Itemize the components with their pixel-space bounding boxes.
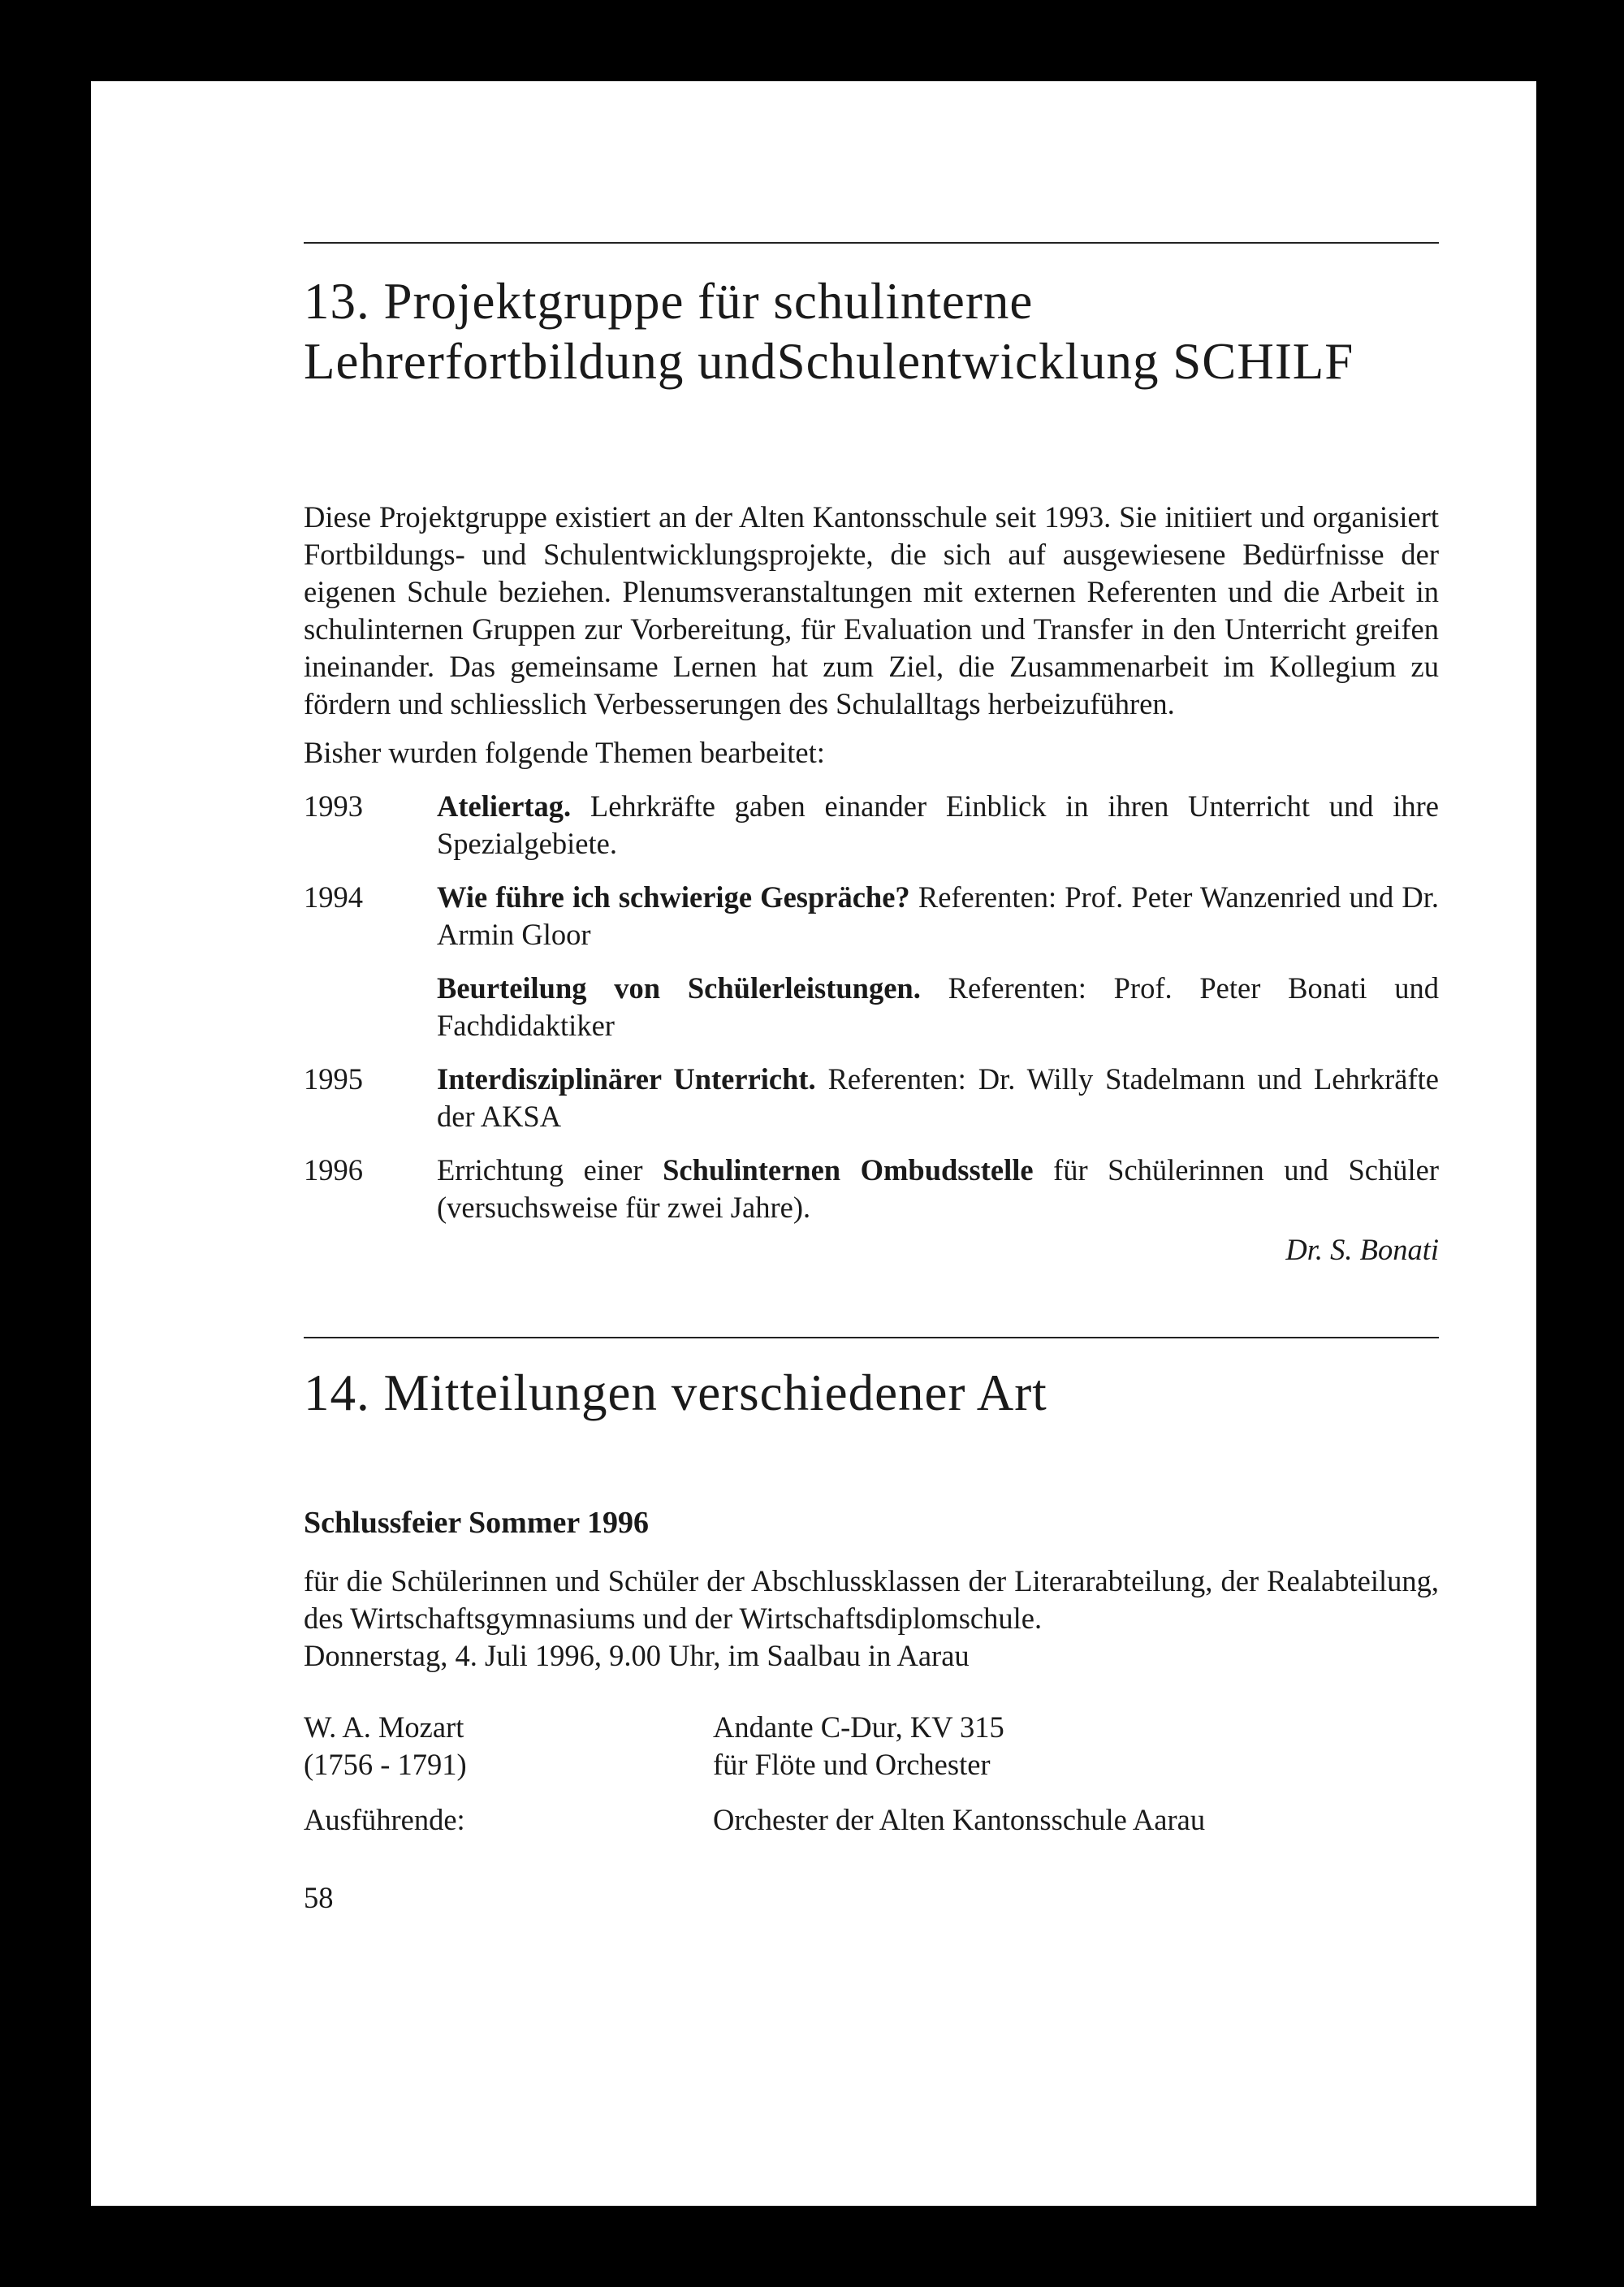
section-14-title: 14. Mitteilungen verschiedener Art — [304, 1364, 1047, 1421]
entry-1996 — [304, 1152, 1439, 1226]
entry-rest: für Schülerinnen und Schüler (versuchsweise für zwei Jahre). — [437, 1153, 1439, 1224]
program-composer-dates: (1756 - 1791) — [304, 1748, 467, 1781]
entry-bold: Schulinternen Ombudsstelle — [663, 1153, 1034, 1187]
entry-1995 — [304, 1061, 1439, 1135]
entry-1994b — [304, 970, 1439, 1044]
entry-year: 1993 — [304, 789, 363, 823]
entry-year: 1996 — [304, 1153, 363, 1187]
entry-text — [437, 788, 1439, 862]
document-page — [91, 81, 1536, 2206]
program-row-performers — [304, 1801, 1439, 1839]
entry-text — [437, 1061, 1439, 1135]
entry-rest: Referenten: Prof. Peter Bonati und Fachdidaktiker — [437, 971, 1440, 1042]
section-13-list-intro: Bisher wurden folgende Themen bearbeitet: — [304, 736, 825, 769]
entry-bold: Interdisziplinärer Unterricht. — [437, 1062, 816, 1096]
section-14-date: Donnerstag, 4. Juli 1996, 9.00 Uhr, im Saalbau in Aarau — [304, 1639, 970, 1672]
entry-year: 1994 — [304, 880, 363, 914]
entry-bold: Ateliertag. — [437, 789, 572, 823]
signature: Dr. S. Bonati — [1285, 1233, 1439, 1266]
section-13-title — [304, 271, 1439, 391]
entry-year — [304, 970, 437, 1044]
entry-1993 — [304, 788, 1439, 862]
page-number: 58 — [304, 1881, 334, 1914]
section-14-subhead: Schlussfeier Sommer 1996 — [304, 1506, 650, 1540]
entry-pre: Errichtung einer — [437, 1153, 663, 1187]
entry-text — [437, 1152, 1439, 1226]
program-row — [304, 1709, 1439, 1746]
page-content — [304, 242, 1439, 1917]
entry-text — [437, 970, 1439, 1044]
entry-rest: Referenten: Dr. Willy Stadelmann und Lehrkräfte der AKSA — [437, 1062, 1439, 1133]
section-13-rule — [304, 242, 1439, 244]
entry-text — [437, 879, 1439, 953]
program — [304, 1709, 1439, 1839]
entry-1994a — [304, 879, 1439, 953]
program-row — [304, 1746, 1439, 1783]
section-13-intro: Diese Projektgruppe existiert an der Alten Kantonsschule seit 1993. Sie initiiert und organisiert Fortbildungs- und Schulentwicklungsprojekte, die sich auf ausgewiesene Bedürfnisse der eigenen Schule beziehen. Plenumsveranstaltungen mit externen Referenten und die Arbeit in schulinternen Gruppen zur Vorbereitung, für Evaluation und Transfer in den Unterricht greifen ineinander. Das gemeinsame Lernen hat zum Ziel, die Zusammenarbeit im Kollegium zu fördern und schliesslich Verbesserungen des Schulalltags herbeizuführen. — [304, 500, 1439, 720]
entry-rest: Referenten: Prof. Peter Wanzenried und Dr. Armin Gloor — [437, 880, 1439, 951]
entry-rest: Lehrkräfte gaben einander Einblick in ihren Unterricht und ihre Spezialgebiete. — [437, 789, 1439, 860]
section-13-title-line2: Lehrerfortbildung undSchulentwicklung SCHILF — [304, 333, 1354, 390]
performers: Orchester der Alten Kantonsschule Aarau — [713, 1803, 1206, 1836]
section-13-title-line1: 13. Projektgruppe für schulinterne — [304, 273, 1034, 330]
program-composer: W. A. Mozart — [304, 1710, 464, 1744]
program-piece: Andante C-Dur, KV 315 — [713, 1710, 1004, 1744]
entry-year: 1995 — [304, 1062, 363, 1096]
section-14-rule — [304, 1337, 1439, 1338]
section-14-paragraph: für die Schülerinnen und Schüler der Abschlussklassen der Literarabteilung, der Realabteilung, des Wirtschaftsgymnasiums und der Wirtschaftsdiplomschule. — [304, 1564, 1439, 1635]
program-piece-detail: für Flöte und Orchester — [713, 1748, 991, 1781]
performers-label: Ausführende: — [304, 1803, 465, 1836]
entry-bold: Beurteilung von Schülerleistungen. — [437, 971, 921, 1005]
entry-bold: Wie führe ich schwierige Gespräche? — [437, 880, 910, 914]
